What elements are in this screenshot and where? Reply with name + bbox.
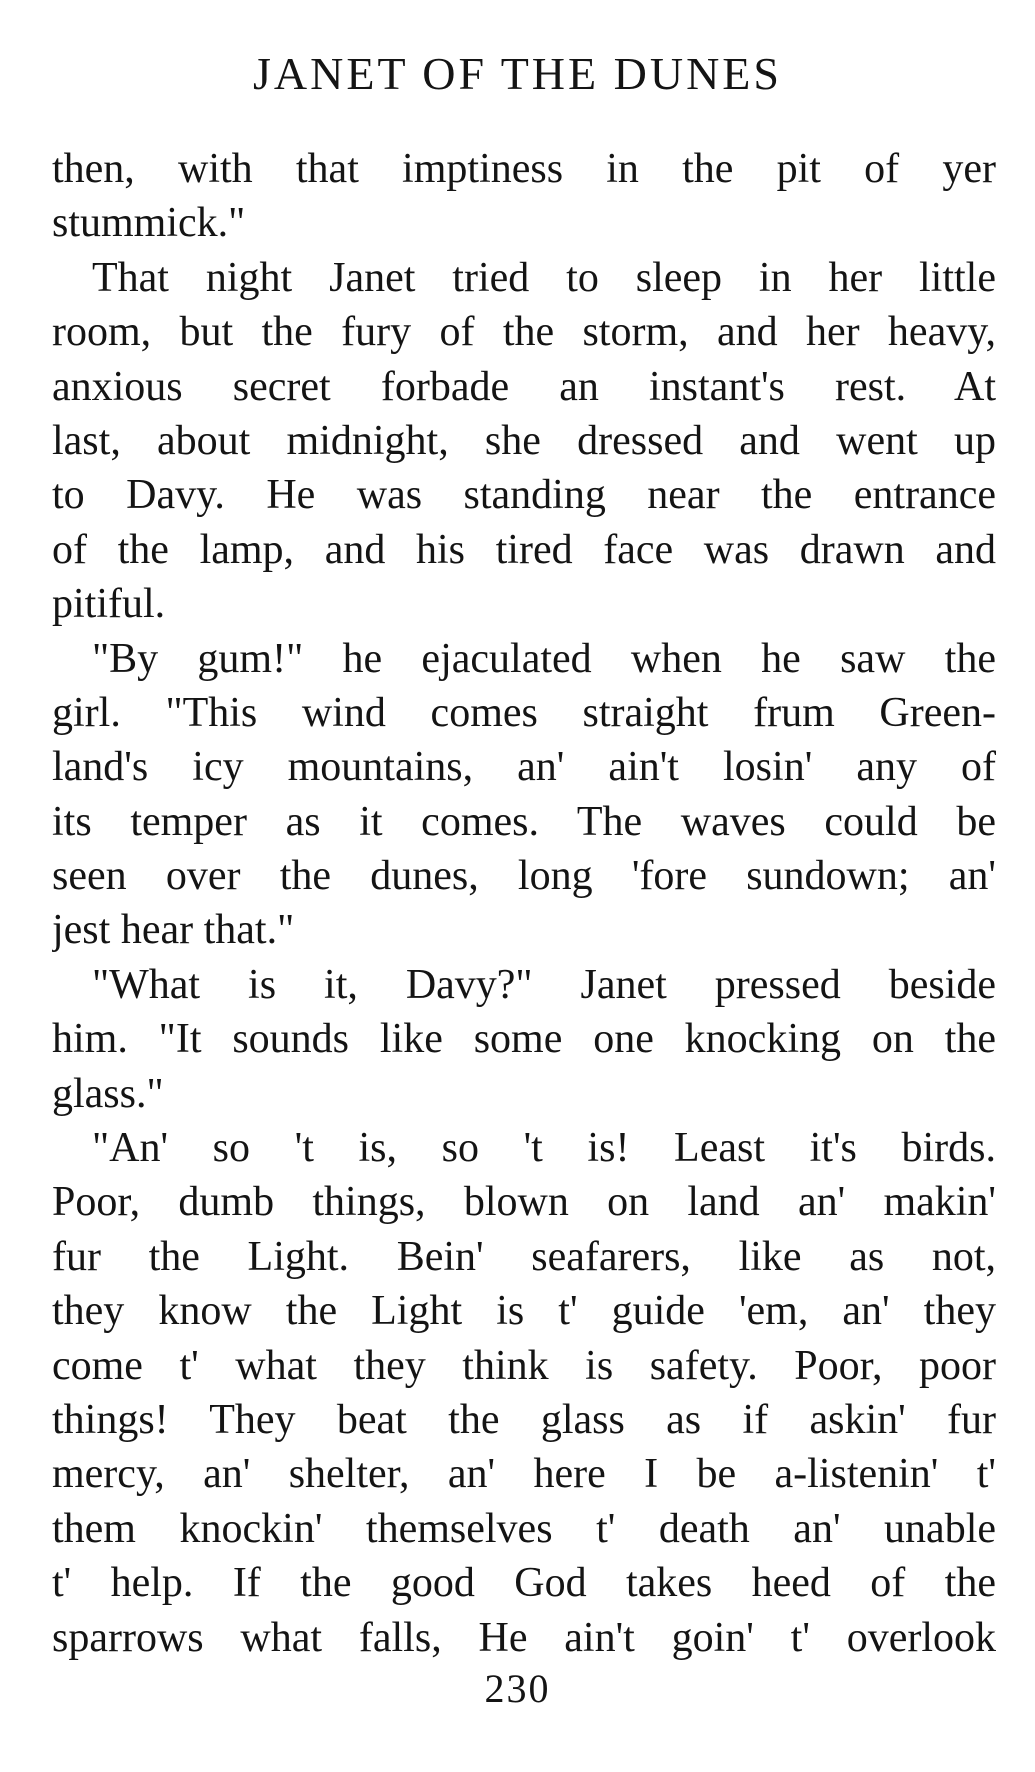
text-line: girl. "This wind comes straight frum Green-: [52, 689, 996, 736]
text-line: pitiful.: [52, 581, 166, 628]
text-line: Poor, dumb things, blown on land an' makin': [52, 1179, 996, 1226]
body-text: [52, 142, 996, 1665]
text-line: him. "It sounds like some one knocking on the: [52, 1016, 996, 1063]
text-line: "What is it, Davy?" Janet pressed beside: [92, 961, 996, 1008]
text-line: seen over the dunes, long 'fore sundown; an': [52, 853, 996, 900]
text-line: come t' what they think is safety. Poor, poor: [52, 1342, 996, 1389]
text-line: things! They beat the glass as if askin' fur: [52, 1396, 996, 1443]
text-line: to Davy. He was standing near the entrance: [52, 472, 996, 519]
text-line: them knockin' themselves t' death an' unable: [52, 1505, 996, 1552]
text-line: jest hear that.": [52, 907, 295, 954]
text-line: room, but the fury of the storm, and her heavy,: [52, 309, 996, 356]
text-line: they know the Light is t' guide 'em, an' they: [52, 1288, 996, 1335]
text-line: glass.": [52, 1070, 164, 1117]
text-line: of the lamp, and his tired face was drawn and: [52, 526, 996, 573]
running-title: JANET OF THE DUNES: [253, 48, 782, 99]
text-line: That night Janet tried to sleep in her little: [92, 254, 996, 301]
page-number: 230: [484, 1666, 551, 1711]
text-line: "By gum!" he ejaculated when he saw the: [92, 635, 996, 682]
text-line: t' help. If the good God takes heed of the: [52, 1560, 996, 1607]
text-line: "An' so 't is, so 't is! Least it's birds.: [92, 1125, 996, 1172]
text-line: fur the Light. Bein' seafarers, like as not,: [52, 1233, 996, 1280]
text-line: sparrows what falls, He ain't goin' t' overlook: [52, 1614, 996, 1661]
text-line: land's icy mountains, an' ain't losin' any of: [52, 744, 996, 791]
text-line: stummick.": [52, 200, 246, 247]
text-line: anxious secret forbade an instant's rest. At: [52, 363, 996, 410]
text-line: last, about midnight, she dressed and went up: [52, 417, 996, 464]
text-line: its temper as it comes. The waves could be: [52, 798, 996, 845]
text-line: then, with that imptiness in the pit of yer: [52, 146, 996, 192]
text-line: mercy, an' shelter, an' here I be a-listenin' t': [52, 1451, 996, 1498]
